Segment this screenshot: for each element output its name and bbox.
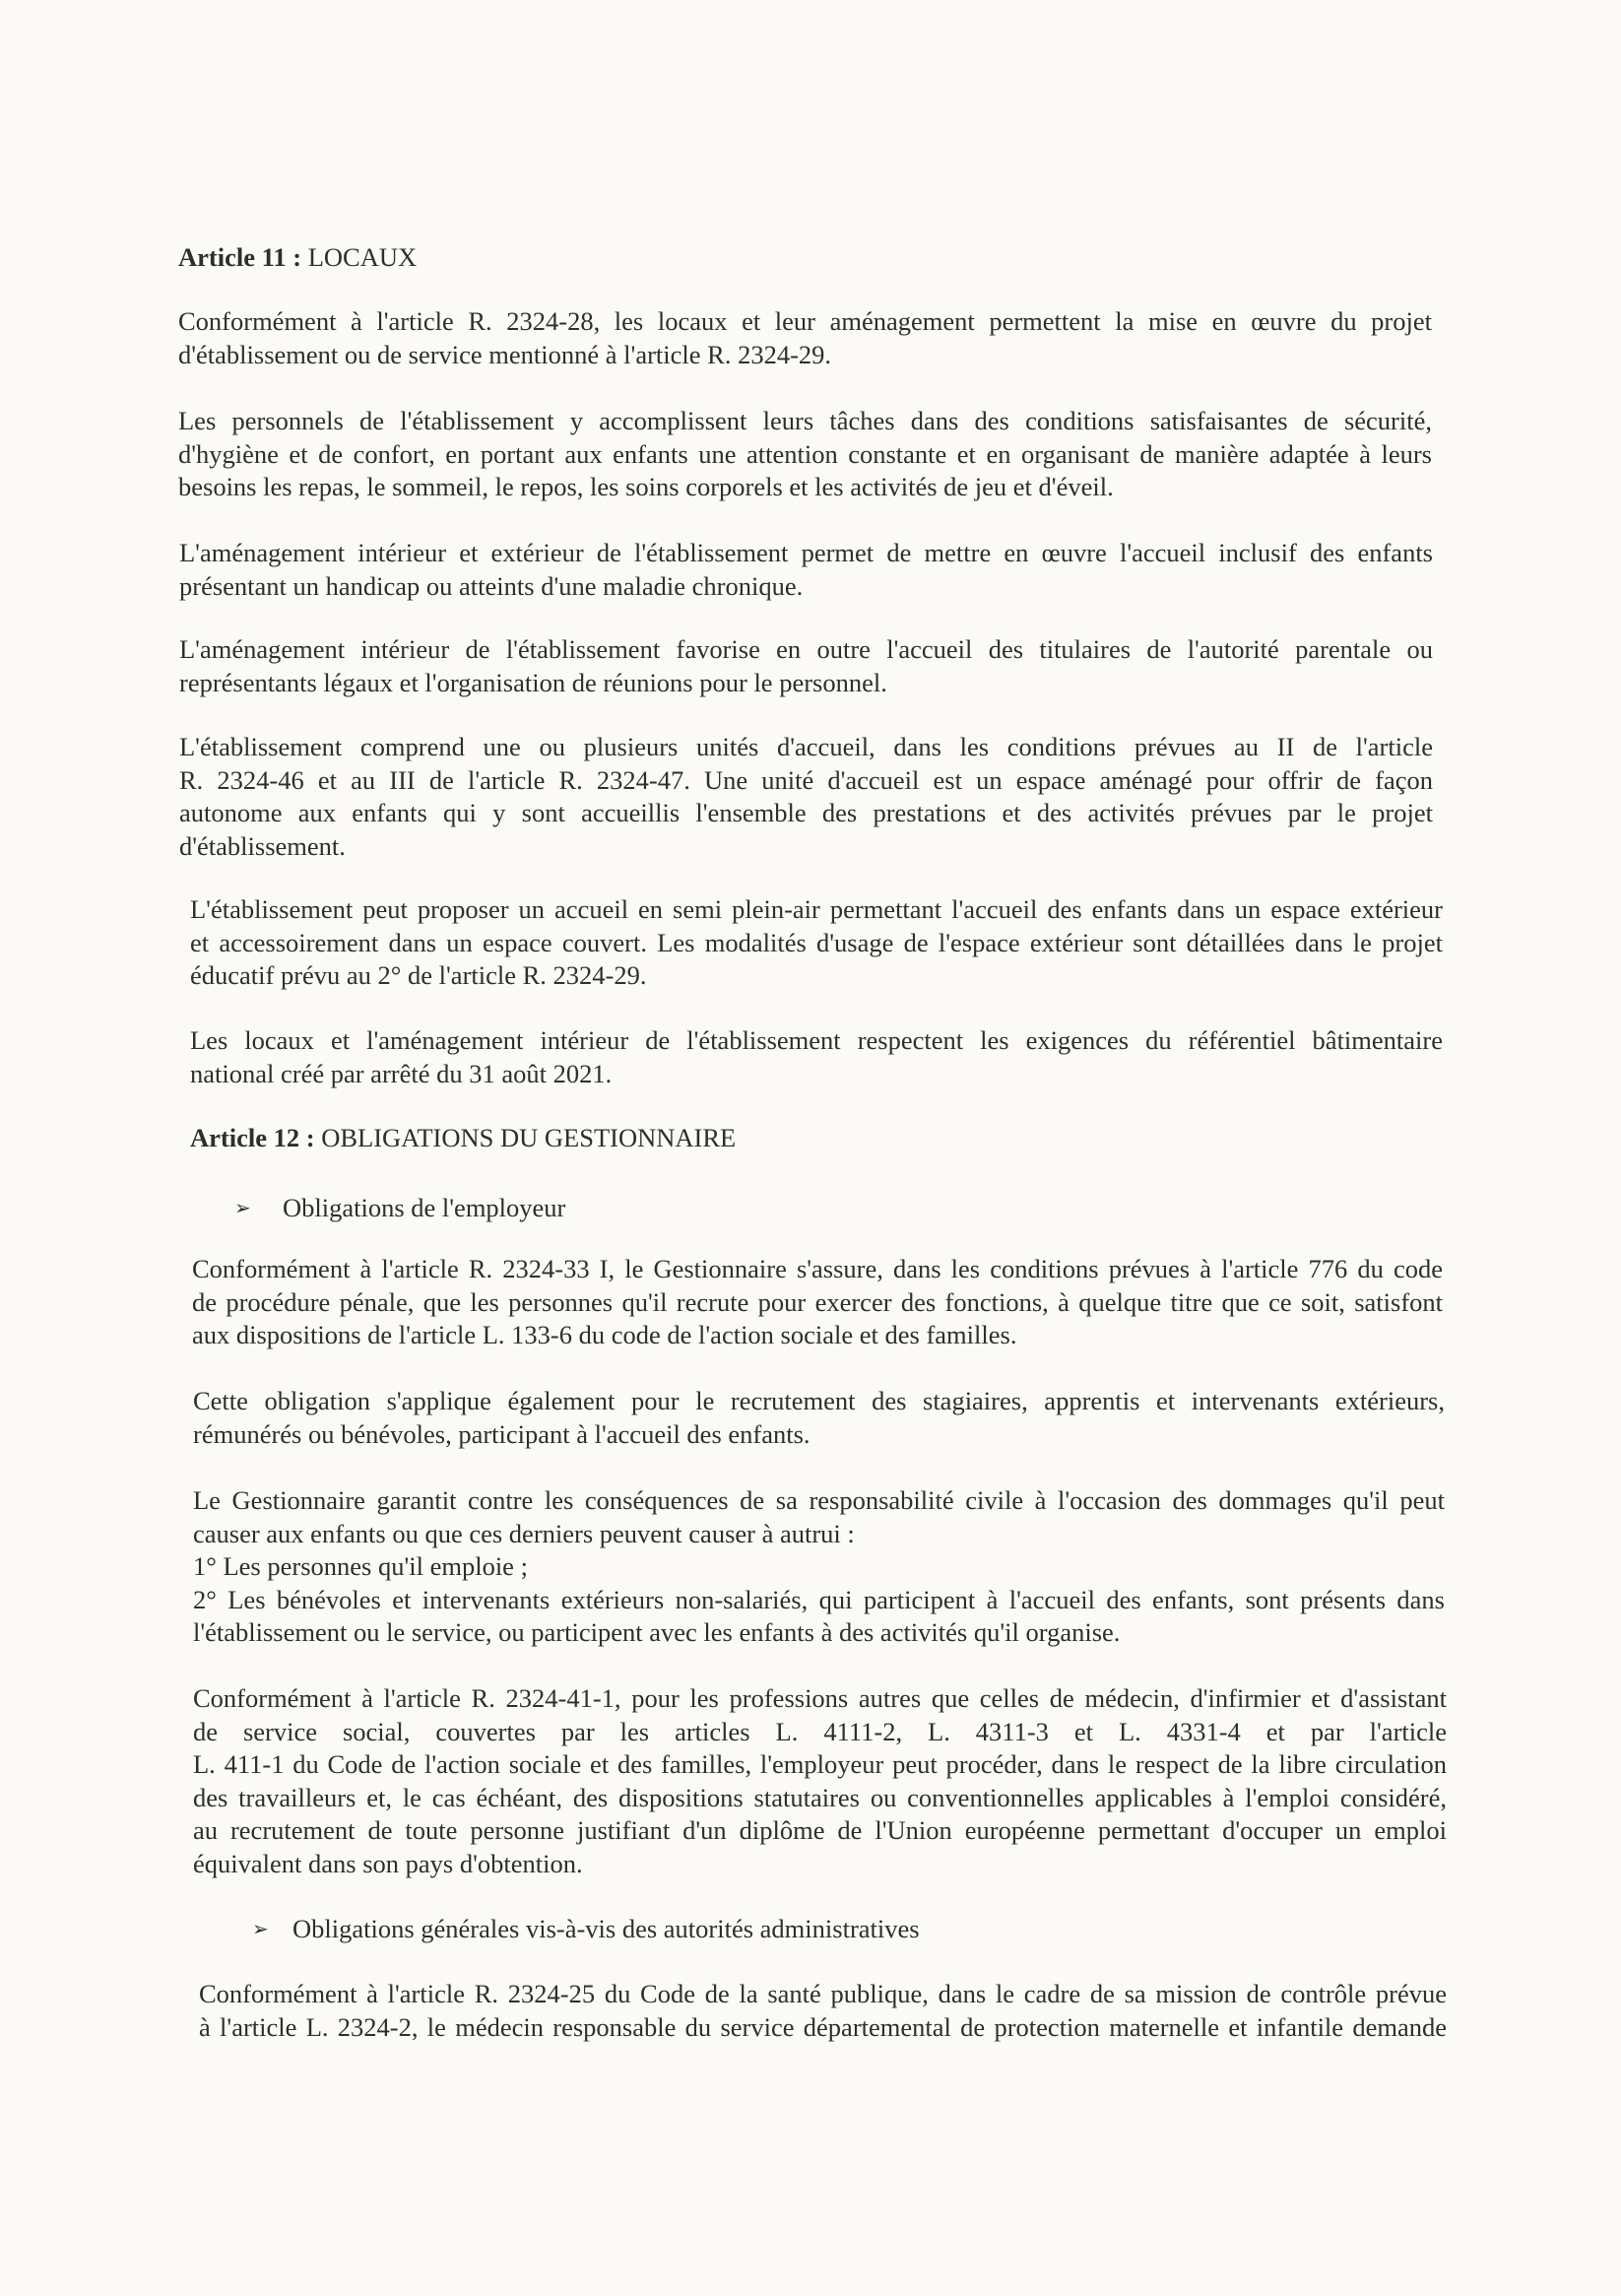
text-line: R. 2324-46 et au III de l'article R. 2324-47. Une unité d'accueil est un espace aménagé pour offrir de façon — [179, 764, 1433, 795]
text-line: l'établissement ou le service, ou participent avec les enfants à des activités qu'il organise. — [193, 1617, 1121, 1648]
subsection-title: Obligations générales vis-à-vis des autorités administratives — [292, 1914, 920, 1943]
text-line: L'établissement comprend une ou plusieurs unités d'accueil, dans les conditions prévues au II de l'article — [179, 732, 1433, 761]
text-line: Conformément à l'article R. 2324-41-1, pour les professions autres que celles de médecin, d'infirmier et d'assistant — [193, 1683, 1447, 1713]
text-line: autonome aux enfants qui y sont accueillis l'ensemble des prestations et des activités prévues par le projet — [179, 798, 1433, 828]
paragraph — [179, 633, 1433, 699]
paragraph — [193, 1682, 1447, 1881]
subsection-heading-administrative — [0, 1913, 1621, 1946]
paragraph — [179, 731, 1433, 863]
text-line: causer aux enfants ou que ces derniers peuvent causer à autrui : — [193, 1518, 855, 1548]
article-title: OBLIGATIONS DU GESTIONNAIRE — [321, 1123, 737, 1152]
text-line: rémunérés ou bénévoles, participant à l'accueil des enfants. — [193, 1418, 810, 1449]
text-line: des travailleurs et, le cas échéant, des dispositions statutaires ou conventionnelles applicables à l'emploi considéré, — [193, 1782, 1447, 1812]
paragraph — [199, 1978, 1447, 2044]
text-line: à l'article L. 2324-2, le médecin responsable du service départemental de protection maternelle et infantile demande — [199, 2011, 1447, 2042]
text-line: L'aménagement intérieur de l'établissement favorise en outre l'accueil des titulaires de l'autorité parentale ou — [179, 634, 1433, 664]
text-line: Le Gestionnaire garantit contre les conséquences de sa responsabilité civile à l'occasion des dommages qu'il peut — [193, 1485, 1445, 1515]
arrow-bullet-icon — [234, 1192, 251, 1225]
paragraph — [193, 1484, 1445, 1650]
article-number: Article 12 : — [190, 1123, 315, 1152]
text-line: et accessoirement dans un espace couvert. Les modalités d'usage de l'espace extérieur sont détaillées dans le projet — [190, 927, 1443, 957]
text-line: besoins les repas, le sommeil, le repos, les soins corporels et les activités de jeu et d'éveil. — [178, 472, 1114, 502]
text-line: présentant un handicap ou atteints d'une maladie chronique. — [179, 570, 804, 601]
text-line: éducatif prévu au 2° de l'article R. 2324-29. — [190, 960, 647, 991]
text-line: de procédure pénale, que les personnes qu'il recrute pour exercer des fonctions, à quelque titre que ce soit, satisfont — [192, 1286, 1443, 1317]
paragraph — [179, 537, 1433, 603]
text-line: au recrutement de toute personne justifiant d'un diplôme de l'Union européenne permettant d'occuper un emploi — [193, 1815, 1447, 1846]
text-line: Conformément à l'article R. 2324-25 du Code de la santé publique, dans le cadre de sa mission de contrôle prévue — [199, 1979, 1447, 2008]
paragraph — [190, 1024, 1443, 1090]
article-12-heading — [190, 1122, 1441, 1155]
text-line: Les locaux et l'aménagement intérieur de l'établissement respectent les exigences du référentiel bâtimentaire — [190, 1025, 1443, 1055]
paragraph — [178, 405, 1432, 504]
article-title: LOCAUX — [307, 242, 418, 272]
text-line: aux dispositions de l'article L. 133-6 du code de l'action sociale et des familles. — [192, 1320, 1017, 1350]
text-line: d'établissement ou de service mentionné à l'article R. 2324-29. — [178, 339, 832, 369]
list-item: 1° Les personnes qu'il emploie ; — [193, 1551, 528, 1582]
paragraph — [190, 893, 1443, 993]
text-line: d'hygiène et de confort, en portant aux enfants une attention constante et en organisant de manière adaptée à leurs — [178, 438, 1432, 469]
text-line: représentants légaux et l'organisation de réunions pour le personnel. — [179, 667, 887, 697]
text-line: L'établissement peut proposer un accueil en semi plein-air permettant l'accueil des enfants dans un espace extérieur — [190, 894, 1443, 924]
text-line: Les personnels de l'établissement y accomplissent leurs tâches dans des conditions satisfaisantes de sécurité, — [178, 406, 1432, 435]
text-line: de service social, couvertes par les articles L. 4111-2, L. 4311-3 et L. 4331-4 et par l'article — [193, 1716, 1447, 1746]
text-line: équivalent dans son pays d'obtention. — [193, 1848, 583, 1878]
text-line: L'aménagement intérieur et extérieur de l'établissement permet de mettre en œuvre l'accueil inclusif des enfants — [179, 538, 1433, 567]
paragraph — [193, 1385, 1445, 1451]
article-number: Article 11 : — [178, 242, 302, 272]
text-line: d'établissement. — [179, 830, 346, 861]
list-item: 2° Les bénévoles et intervenants extérieurs non-salariés, qui participent à l'accueil des enfants, sont présents dans — [193, 1584, 1445, 1614]
text-line: L. 411-1 du Code de l'action sociale et des familles, l'employeur peut procéder, dans le respect de la libre circulation — [193, 1749, 1447, 1780]
article-11-heading — [178, 241, 1429, 275]
text-line: Cette obligation s'applique également pour le recrutement des stagiaires, apprentis et intervenants extérieurs, — [193, 1386, 1445, 1415]
paragraph — [178, 305, 1432, 371]
text-line: national créé par arrêté du 31 août 2021. — [190, 1058, 613, 1088]
text-line: Conformément à l'article R. 2324-28, les locaux et leur aménagement permettent la mise en œuvre du projet — [178, 306, 1432, 336]
text-line: Conformément à l'article R. 2324-33 I, le Gestionnaire s'assure, dans les conditions prévues à l'article 776 du code — [192, 1254, 1443, 1283]
subsection-title: Obligations de l'employeur — [283, 1193, 566, 1222]
paragraph — [192, 1253, 1443, 1352]
arrow-bullet-icon — [252, 1913, 269, 1946]
subsection-heading-employer — [0, 1192, 1621, 1225]
